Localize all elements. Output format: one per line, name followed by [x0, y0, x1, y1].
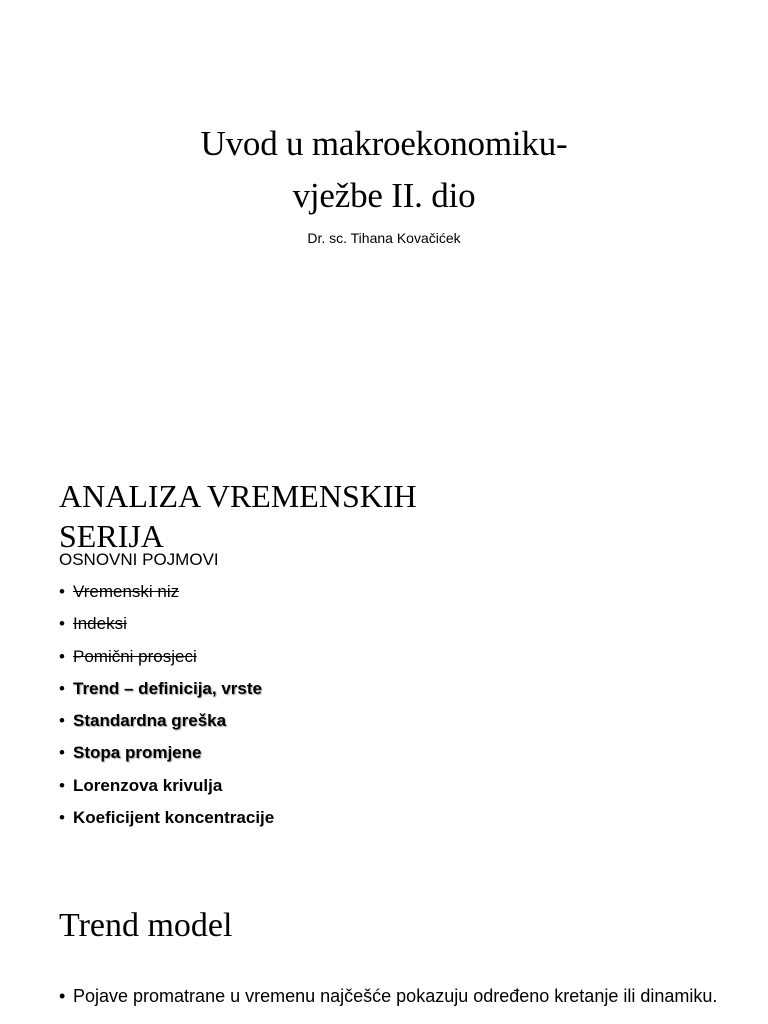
section-title: [59, 476, 519, 556]
list-item-text: Trend – definicija, vrste: [73, 678, 262, 698]
slide-title-line-2: vježbe II. dio: [292, 176, 476, 215]
trend-model-title: Trend model: [59, 907, 233, 944]
list-item: [59, 743, 274, 775]
bullet-icon: •: [59, 711, 65, 731]
bullet-icon: •: [59, 808, 65, 828]
section-subheading: OSNOVNI POJMOVI: [59, 550, 219, 569]
trend-model-text: Pojave promatrane u vremenu najčešće pokazuju određeno kretanje ili dinamiku.: [73, 986, 718, 1006]
topic-list: [59, 582, 274, 840]
bullet-icon: •: [59, 986, 66, 1006]
list-item-text: Koeficijent koncentracije: [73, 808, 275, 828]
list-item-text: Indeksi: [73, 614, 127, 634]
bullet-icon: •: [59, 775, 65, 795]
slide-title: [0, 118, 768, 222]
bullet-icon: •: [59, 678, 65, 698]
list-item: [59, 647, 274, 679]
list-item-text: Pomični prosjeci: [73, 646, 197, 666]
list-item-text: Vremenski niz: [73, 582, 180, 601]
section-title-line-2: SERIJA: [59, 518, 164, 554]
list-item: [59, 711, 274, 743]
list-item-text: Stopa promjene: [73, 743, 202, 763]
list-item: [59, 808, 274, 840]
list-item-text: Lorenzova krivulja: [73, 775, 223, 795]
bullet-icon: •: [59, 646, 65, 666]
list-item-text: Standardna greška: [73, 711, 227, 731]
list-item: [59, 679, 274, 711]
slide-title-line-1: Uvod u makroekonomiku-: [200, 124, 568, 163]
bullet-icon: •: [59, 614, 65, 634]
author-subtitle: Dr. sc. Tihana Kovačićek: [307, 230, 461, 246]
list-item: [59, 582, 274, 614]
list-item: [59, 776, 274, 808]
bullet-icon: •: [59, 743, 65, 763]
trend-model-bullet: [59, 984, 749, 1008]
bullet-icon: •: [59, 582, 65, 601]
list-item: [59, 614, 274, 646]
section-title-line-1: ANALIZA VREMENSKIH: [59, 478, 417, 514]
